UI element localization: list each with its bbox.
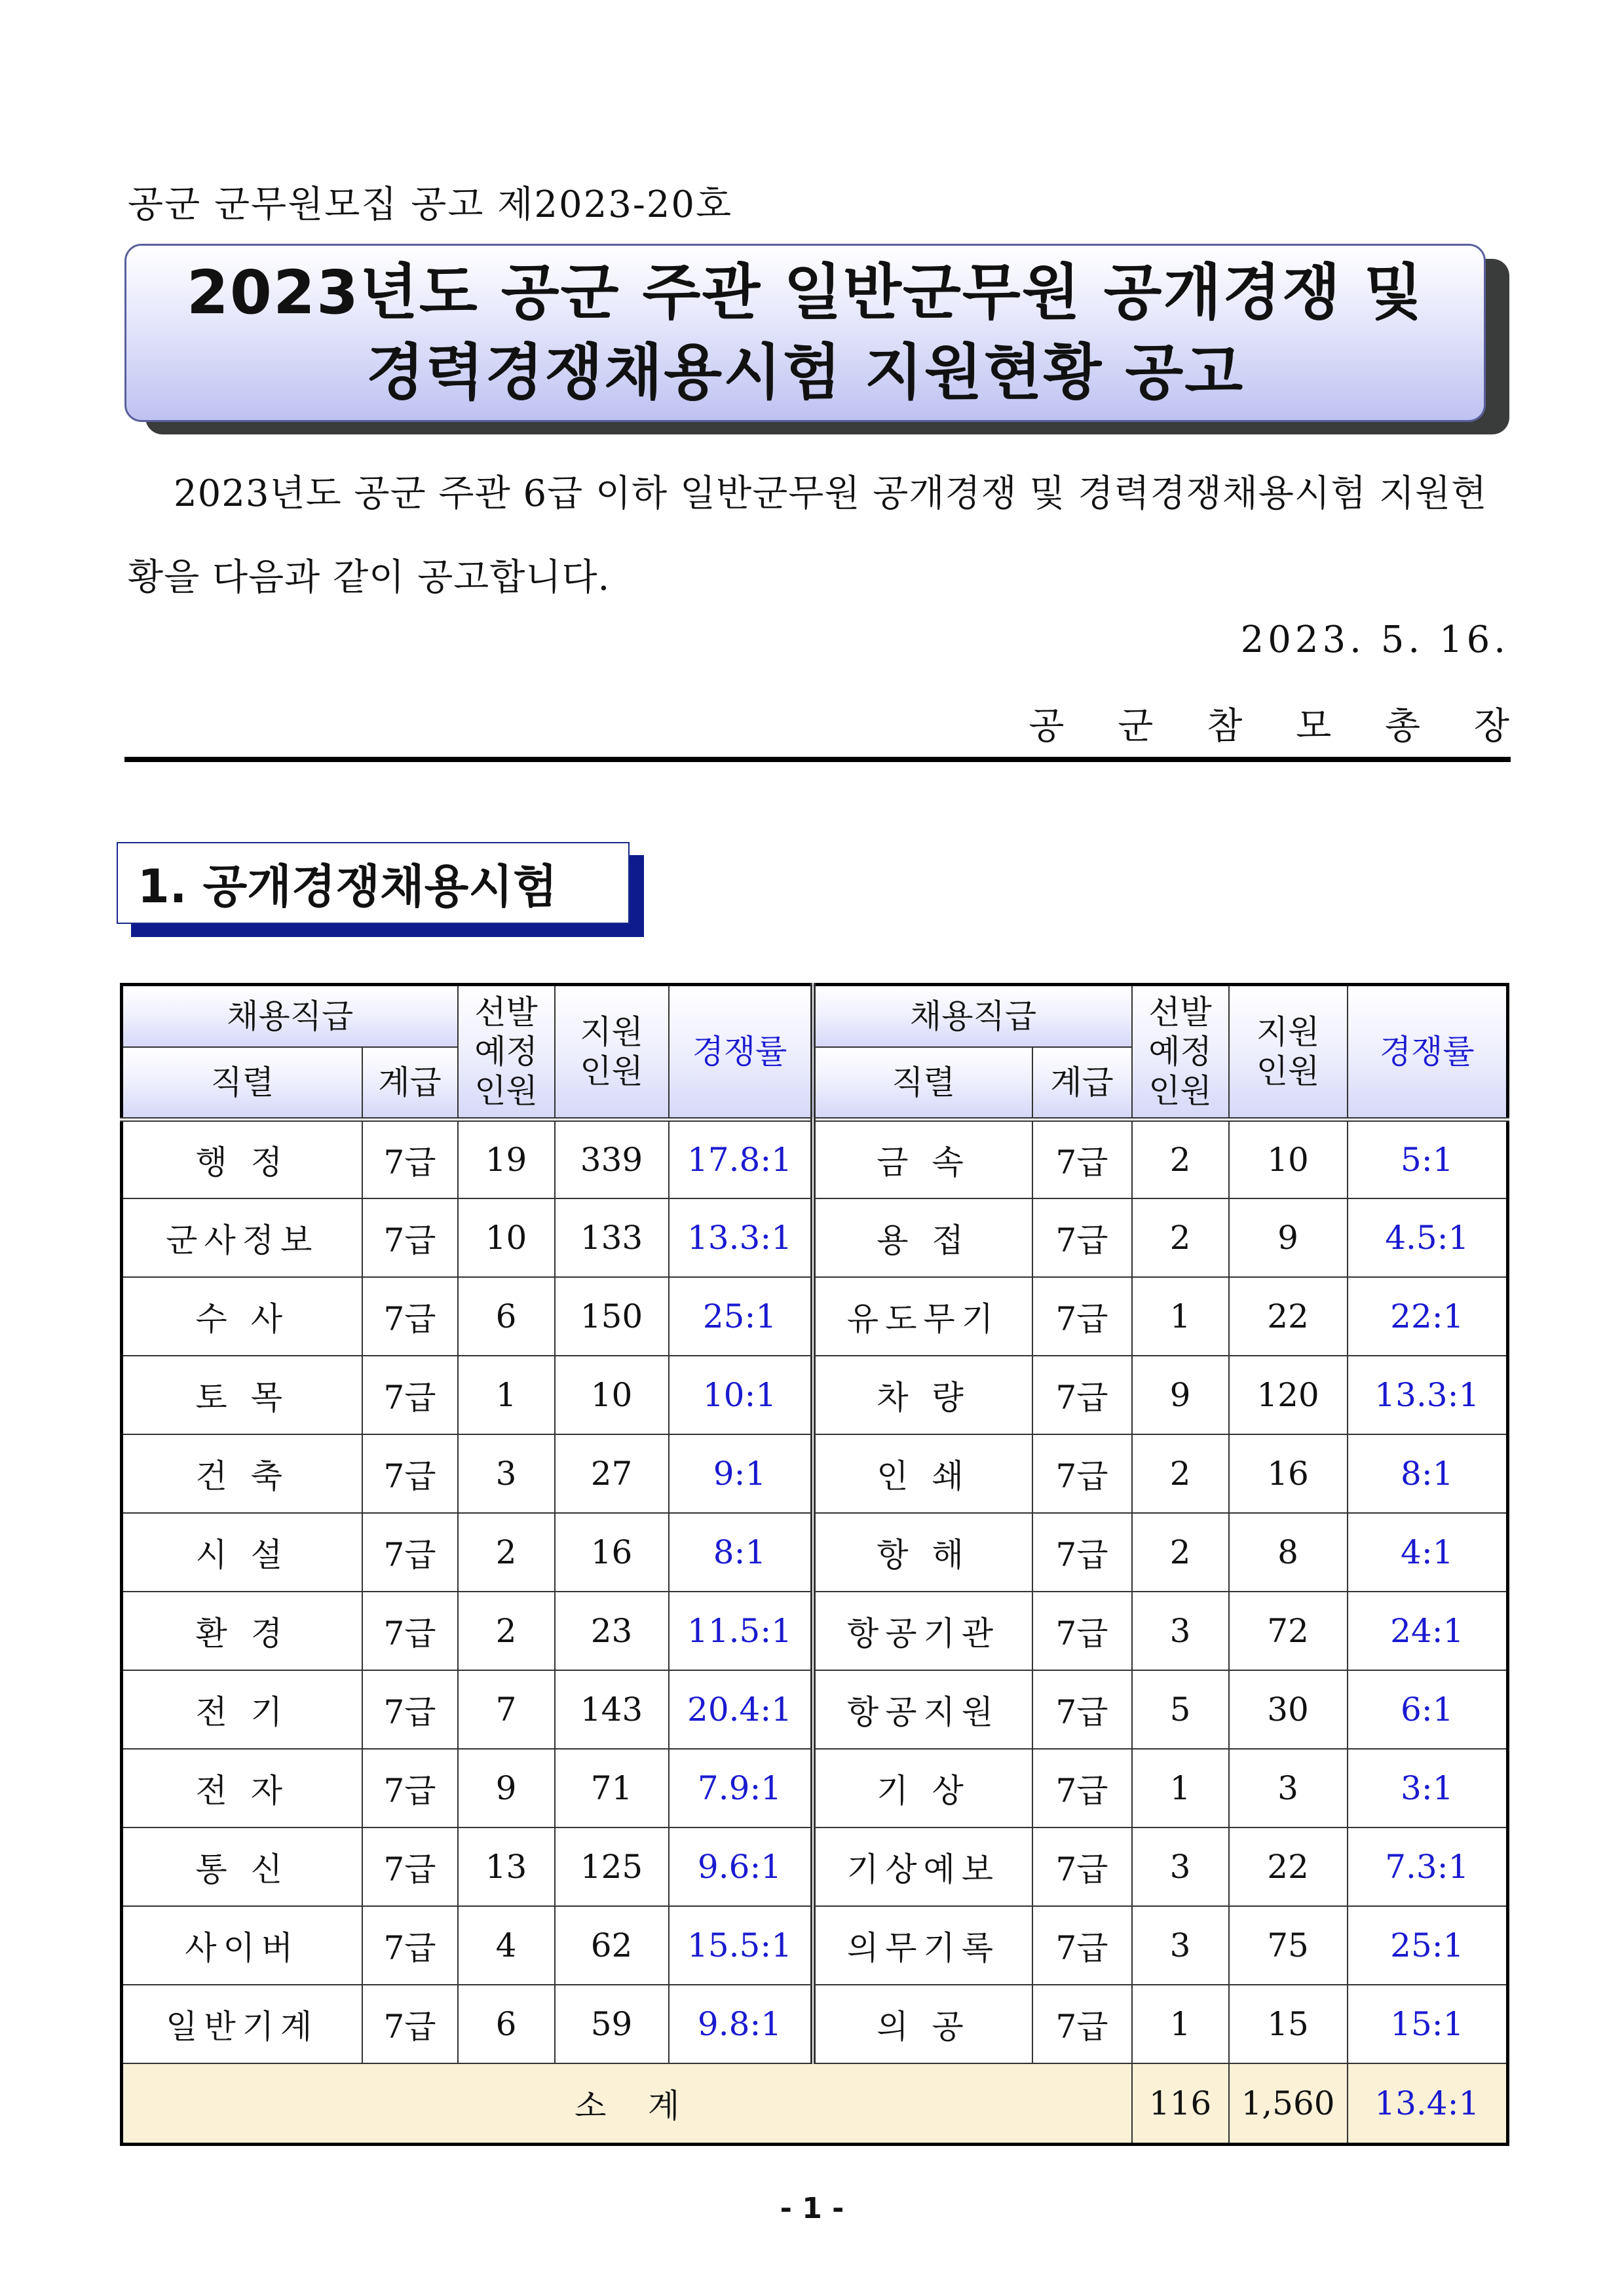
table-row <box>122 1592 1508 1670</box>
cell-left-series: 행 정 <box>122 1120 362 1198</box>
header-position-left: 채용직급 <box>122 985 458 1047</box>
cell-right-planned: 2 <box>1132 1434 1229 1513</box>
page-number: - 1 - <box>780 2192 844 2225</box>
cell-left-applicants: 143 <box>555 1670 669 1749</box>
cell-right-series: 항공지원 <box>813 1670 1032 1749</box>
cell-right-applicants: 9 <box>1229 1198 1348 1277</box>
title-line-2: 경력경쟁채용시험 지원현황 공고 <box>366 337 1245 408</box>
cell-right-grade: 7급 <box>1032 1120 1132 1198</box>
cell-right-series: 인 쇄 <box>813 1434 1032 1513</box>
cell-right-ratio: 4:1 <box>1348 1513 1508 1592</box>
cell-right-applicants: 22 <box>1229 1827 1348 1906</box>
cell-left-series: 시 설 <box>122 1513 362 1592</box>
cell-left-series: 수 사 <box>122 1277 362 1356</box>
table-body <box>122 1120 1508 2063</box>
header-ratio-left: 경쟁률 <box>669 985 813 1120</box>
cell-right-applicants: 16 <box>1229 1434 1348 1513</box>
title-line-1: 2023년도 공군 주관 일반군무원 공개경쟁 및 <box>186 258 1424 328</box>
cell-left-planned: 2 <box>458 1513 555 1592</box>
cell-left-series: 토 목 <box>122 1356 362 1434</box>
cell-left-applicants: 23 <box>555 1592 669 1670</box>
cell-left-grade: 7급 <box>362 1434 458 1513</box>
cell-right-series: 항공기관 <box>813 1592 1032 1670</box>
cell-left-series: 통 신 <box>122 1827 362 1906</box>
cell-right-ratio: 3:1 <box>1348 1749 1508 1827</box>
cell-right-grade: 7급 <box>1032 1827 1132 1906</box>
cell-left-grade: 7급 <box>362 1985 458 2063</box>
cell-right-series: 용 접 <box>813 1198 1032 1277</box>
cell-left-grade: 7급 <box>362 1513 458 1592</box>
cell-left-planned: 4 <box>458 1906 555 1985</box>
cell-right-ratio: 8:1 <box>1348 1434 1508 1513</box>
cell-right-ratio: 24:1 <box>1348 1592 1508 1670</box>
cell-right-ratio: 15:1 <box>1348 1985 1508 2063</box>
cell-left-series: 전 기 <box>122 1670 362 1749</box>
cell-left-ratio: 20.4:1 <box>669 1670 813 1749</box>
total-planned: 116 <box>1132 2063 1229 2145</box>
cell-left-grade: 7급 <box>362 1277 458 1356</box>
table-row <box>122 1198 1508 1277</box>
section-title: 1. 공개경쟁채용시험 <box>138 860 557 913</box>
cell-left-planned: 1 <box>458 1356 555 1434</box>
cell-left-grade: 7급 <box>362 1827 458 1906</box>
title-box <box>124 244 1486 422</box>
cell-left-applicants: 133 <box>555 1198 669 1277</box>
header-grade-right: 계급 <box>1032 1047 1132 1120</box>
cell-left-planned: 9 <box>458 1749 555 1827</box>
cell-right-ratio: 4.5:1 <box>1348 1198 1508 1277</box>
cell-left-series: 군사정보 <box>122 1198 362 1277</box>
cell-left-applicants: 150 <box>555 1277 669 1356</box>
cell-left-applicants: 27 <box>555 1434 669 1513</box>
cell-left-ratio: 25:1 <box>669 1277 813 1356</box>
cell-left-planned: 13 <box>458 1827 555 1906</box>
cell-right-grade: 7급 <box>1032 1198 1132 1277</box>
cell-left-applicants: 125 <box>555 1827 669 1906</box>
cell-left-ratio: 17.8:1 <box>669 1120 813 1198</box>
header-grade-left: 계급 <box>362 1047 458 1120</box>
cell-right-series: 금 속 <box>813 1120 1032 1198</box>
header-planned-right: 선발 예정 인원 <box>1132 985 1229 1120</box>
cell-right-applicants: 75 <box>1229 1906 1348 1985</box>
cell-right-grade: 7급 <box>1032 1985 1132 2063</box>
cell-right-grade: 7급 <box>1032 1277 1132 1356</box>
cell-right-applicants: 22 <box>1229 1277 1348 1356</box>
cell-right-ratio: 25:1 <box>1348 1906 1508 1985</box>
cell-right-planned: 2 <box>1132 1513 1229 1592</box>
table-row <box>122 1827 1508 1906</box>
cell-left-applicants: 62 <box>555 1906 669 1985</box>
cell-right-planned: 3 <box>1132 1906 1229 1985</box>
cell-right-planned: 2 <box>1132 1198 1229 1277</box>
total-applicants: 1,560 <box>1229 2063 1348 2145</box>
table-row <box>122 1434 1508 1513</box>
total-label: 소 계 <box>122 2063 1132 2145</box>
cell-right-applicants: 30 <box>1229 1670 1348 1749</box>
cell-right-applicants: 8 <box>1229 1513 1348 1592</box>
cell-right-series: 항 해 <box>813 1513 1032 1592</box>
cell-left-planned: 10 <box>458 1198 555 1277</box>
header-ratio-right: 경쟁률 <box>1348 985 1508 1120</box>
notice-number: 공군 군무원모집 공고 제2023-20호 <box>128 183 733 226</box>
cell-left-series: 환 경 <box>122 1592 362 1670</box>
cell-left-grade: 7급 <box>362 1198 458 1277</box>
cell-right-ratio: 6:1 <box>1348 1670 1508 1749</box>
intro-paragraph: 2023년도 공군 주관 6급 이하 일반군무원 공개경쟁 및 경력경쟁채용시험 지원현황을 다음과 같이 공고합니다. <box>128 472 1488 599</box>
cell-left-series: 건 축 <box>122 1434 362 1513</box>
table-row <box>122 1120 1508 1198</box>
cell-right-grade: 7급 <box>1032 1749 1132 1827</box>
cell-right-series: 기상예보 <box>813 1827 1032 1906</box>
cell-right-ratio: 7.3:1 <box>1348 1827 1508 1906</box>
table-row <box>122 1749 1508 1827</box>
cell-right-planned: 2 <box>1132 1120 1229 1198</box>
table-row <box>122 1985 1508 2063</box>
cell-left-series: 전 자 <box>122 1749 362 1827</box>
cell-left-series: 사이버 <box>122 1906 362 1985</box>
cell-left-planned: 19 <box>458 1120 555 1198</box>
cell-right-series: 차 량 <box>813 1356 1032 1434</box>
table-row <box>122 1513 1508 1592</box>
table-row <box>122 1906 1508 1985</box>
notice-date: 2023. 5. 16. <box>1240 619 1509 661</box>
cell-left-ratio: 9.6:1 <box>669 1827 813 1906</box>
header-planned-left: 선발 예정 인원 <box>458 985 555 1120</box>
section-title-box <box>117 842 630 924</box>
cell-right-planned: 3 <box>1132 1592 1229 1670</box>
cell-right-grade: 7급 <box>1032 1670 1132 1749</box>
cell-right-applicants: 120 <box>1229 1356 1348 1434</box>
cell-right-series: 유도무기 <box>813 1277 1032 1356</box>
cell-right-planned: 3 <box>1132 1827 1229 1906</box>
cell-left-grade: 7급 <box>362 1120 458 1198</box>
header-applicants-left: 지원 인원 <box>555 985 669 1120</box>
cell-right-series: 의 공 <box>813 1985 1032 2063</box>
notice-author: 공 군 참 모 총 장 <box>1029 705 1530 748</box>
cell-right-applicants: 10 <box>1229 1120 1348 1198</box>
header-position-right: 채용직급 <box>813 985 1132 1047</box>
cell-left-ratio: 7.9:1 <box>669 1749 813 1827</box>
cell-left-ratio: 15.5:1 <box>669 1906 813 1985</box>
cell-left-planned: 6 <box>458 1985 555 2063</box>
cell-left-ratio: 9.8:1 <box>669 1985 813 2063</box>
cell-right-grade: 7급 <box>1032 1356 1132 1434</box>
cell-left-grade: 7급 <box>362 1592 458 1670</box>
cell-right-grade: 7급 <box>1032 1513 1132 1592</box>
cell-right-planned: 9 <box>1132 1356 1229 1434</box>
cell-right-ratio: 5:1 <box>1348 1120 1508 1198</box>
cell-left-grade: 7급 <box>362 1356 458 1434</box>
header-series-right: 직렬 <box>813 1047 1032 1120</box>
cell-left-planned: 3 <box>458 1434 555 1513</box>
cell-left-planned: 2 <box>458 1592 555 1670</box>
cell-left-series: 일반기계 <box>122 1985 362 2063</box>
cell-right-series: 의무기록 <box>813 1906 1032 1985</box>
cell-left-ratio: 13.3:1 <box>669 1198 813 1277</box>
cell-left-ratio: 8:1 <box>669 1513 813 1592</box>
header-applicants-right: 지원 인원 <box>1229 985 1348 1120</box>
cell-right-planned: 1 <box>1132 1985 1229 2063</box>
cell-right-planned: 1 <box>1132 1749 1229 1827</box>
cell-left-ratio: 10:1 <box>669 1356 813 1434</box>
divider-line <box>124 757 1511 762</box>
header-series-left: 직렬 <box>122 1047 362 1120</box>
applicant-status-table <box>120 983 1509 2146</box>
cell-right-ratio: 13.3:1 <box>1348 1356 1508 1434</box>
cell-left-planned: 6 <box>458 1277 555 1356</box>
total-ratio: 13.4:1 <box>1348 2063 1508 2145</box>
cell-right-grade: 7급 <box>1032 1906 1132 1985</box>
table-row <box>122 1356 1508 1434</box>
cell-right-applicants: 15 <box>1229 1985 1348 2063</box>
table-row <box>122 1277 1508 1356</box>
table-row <box>122 1670 1508 1749</box>
cell-left-applicants: 59 <box>555 1985 669 2063</box>
cell-right-ratio: 22:1 <box>1348 1277 1508 1356</box>
cell-right-grade: 7급 <box>1032 1434 1132 1513</box>
total-row <box>122 2063 1508 2145</box>
cell-right-applicants: 3 <box>1229 1749 1348 1827</box>
cell-left-applicants: 71 <box>555 1749 669 1827</box>
cell-left-grade: 7급 <box>362 1906 458 1985</box>
cell-left-applicants: 10 <box>555 1356 669 1434</box>
cell-left-applicants: 339 <box>555 1120 669 1198</box>
cell-left-ratio: 9:1 <box>669 1434 813 1513</box>
cell-right-grade: 7급 <box>1032 1592 1132 1670</box>
cell-right-applicants: 72 <box>1229 1592 1348 1670</box>
cell-left-grade: 7급 <box>362 1670 458 1749</box>
cell-left-ratio: 11.5:1 <box>669 1592 813 1670</box>
cell-right-series: 기 상 <box>813 1749 1032 1827</box>
cell-right-planned: 1 <box>1132 1277 1229 1356</box>
cell-left-applicants: 16 <box>555 1513 669 1592</box>
cell-left-planned: 7 <box>458 1670 555 1749</box>
cell-right-planned: 5 <box>1132 1670 1229 1749</box>
cell-left-grade: 7급 <box>362 1749 458 1827</box>
